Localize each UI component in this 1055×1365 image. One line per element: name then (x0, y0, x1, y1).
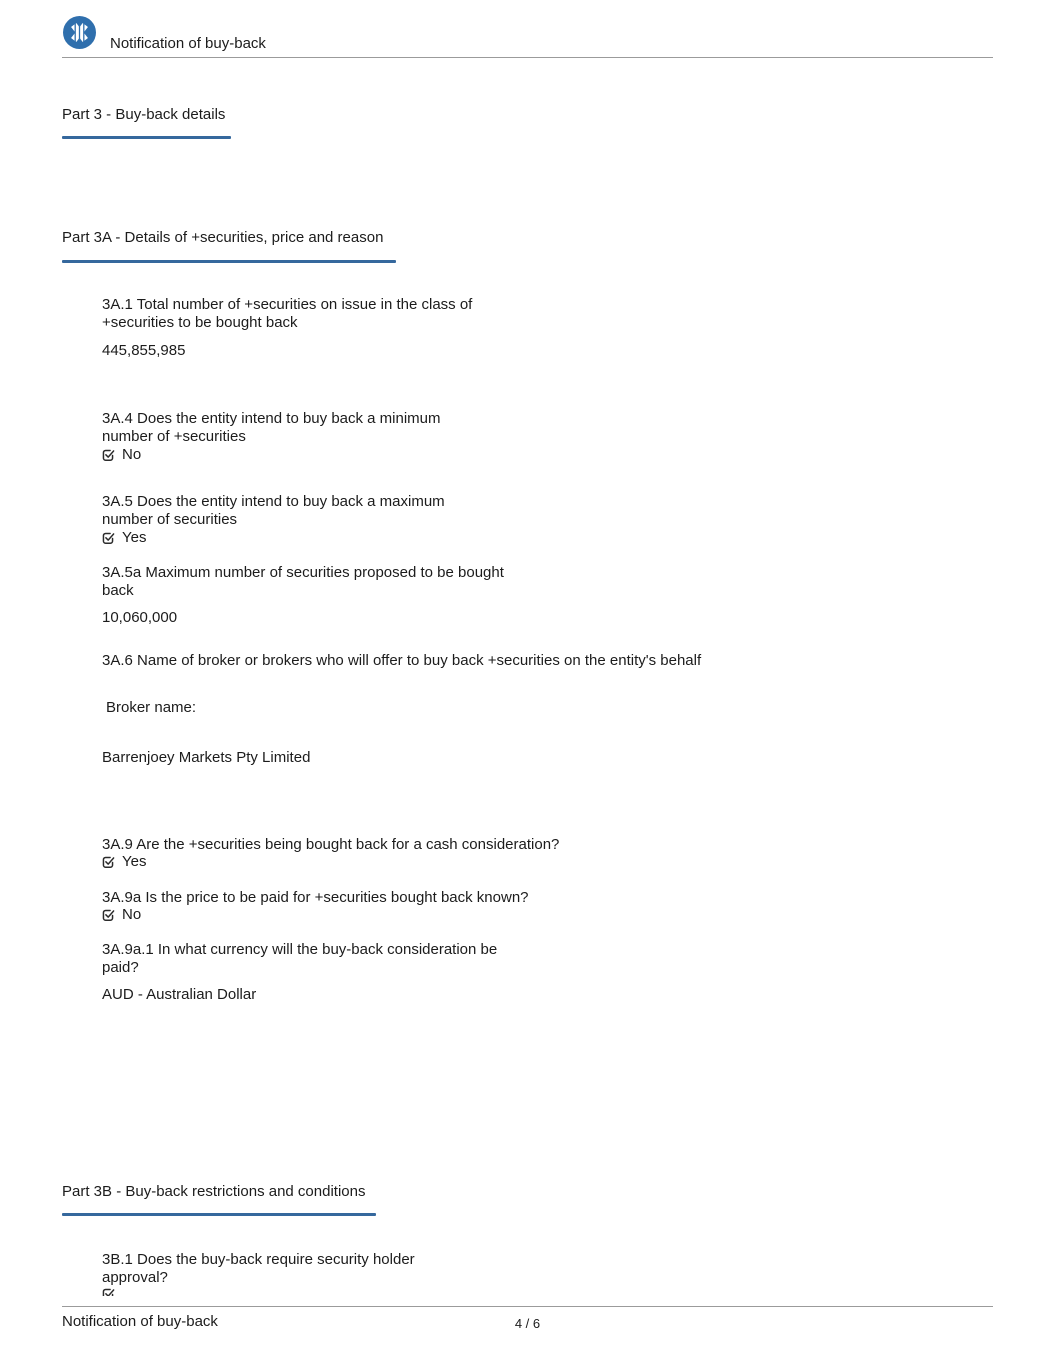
question-3a5a: 3A.5a Maximum number of securities proposed to be bought back (102, 564, 504, 599)
header-divider (62, 57, 993, 58)
question-3a4: 3A.4 Does the entity intend to buy back a minimum number of +securities (102, 410, 441, 445)
part3-heading-rule (62, 136, 231, 139)
part3a-heading-rule (62, 260, 396, 263)
footer-document-title: Notification of buy-back (62, 1313, 218, 1330)
checkbox-checked-icon (101, 908, 115, 922)
question-3a9a1: 3A.9a.1 In what currency will the buy-back consideration be paid? (102, 941, 498, 976)
page-number: 4 / 6 (514, 1316, 541, 1331)
part3a-heading: Part 3A - Details of +securities, price and reason (62, 229, 384, 246)
answer-3a9-label: Yes (122, 853, 147, 870)
broker-name-label: Broker name: (106, 699, 197, 716)
answer-3a9a (101, 906, 141, 923)
question-3a5: 3A.5 Does the entity intend to buy back a maximum number of securities (102, 493, 445, 528)
footer-divider (62, 1306, 993, 1307)
answer-3a9a-label: No (122, 906, 142, 923)
answer-3a4 (101, 446, 141, 463)
answer-3a1: 445,855,985 (102, 342, 186, 359)
checkbox-checked-icon (101, 531, 115, 545)
part3b-heading: Part 3B - Buy-back restrictions and conditions (62, 1183, 366, 1200)
question-3a1: 3A.1 Total number of +securities on issue in the class of +securities to be bought back (102, 296, 473, 331)
answer-3a4-label: No (122, 446, 142, 463)
asx-logo-icon (63, 16, 96, 54)
question-3a9: 3A.9 Are the +securities being bought back for a cash consideration? (102, 836, 560, 853)
broker-name-value: Barrenjoey Markets Pty Limited (102, 749, 311, 766)
part3b-heading-rule (62, 1213, 376, 1216)
checkbox-checked-icon (101, 855, 115, 869)
answer-3a9 (101, 853, 146, 870)
question-3b1: 3B.1 Does the buy-back require security holder approval? (102, 1251, 415, 1286)
answer-3a5-label: Yes (122, 529, 147, 546)
answer-3a5 (101, 529, 146, 546)
checkbox-checked-icon (101, 448, 115, 462)
checkbox-checked-icon-clipped (101, 1287, 117, 1296)
question-3a9a: 3A.9a Is the price to be paid for +securities bought back known? (102, 889, 529, 906)
document-title: Notification of buy-back (110, 35, 266, 52)
part3-heading: Part 3 - Buy-back details (62, 106, 226, 123)
answer-3a9a1: AUD - Australian Dollar (102, 986, 257, 1003)
answer-3a5a: 10,060,000 (102, 609, 178, 626)
question-3a6: 3A.6 Name of broker or brokers who will offer to buy back +securities on the entity's behalf (102, 652, 702, 669)
